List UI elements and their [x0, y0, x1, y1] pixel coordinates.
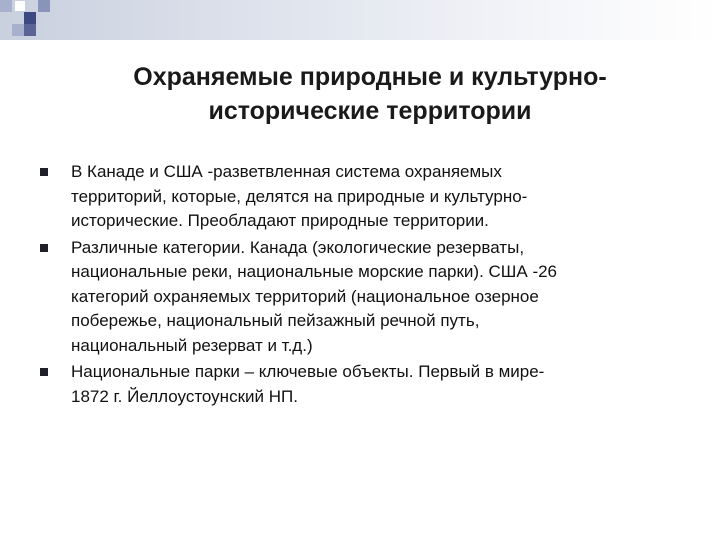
bullet-item-categories — [40, 236, 680, 359]
corner-square-dark-2 — [24, 24, 36, 36]
bullet-item-national-parks — [40, 360, 680, 409]
slide-title-line-1: Охраняемые природные и культурно- — [133, 63, 607, 91]
corner-square-light-2 — [12, 24, 24, 36]
bullet-line: категорий охраняемых территорий (национальное озерное — [71, 286, 539, 306]
slide-title — [60, 60, 680, 128]
header-gradient-band — [0, 0, 720, 40]
slide-title-line-2: исторические территории — [208, 97, 532, 125]
square-bullet-icon — [40, 368, 48, 376]
bullet-line: В Канаде и США -разветвленная система охраняемых — [71, 162, 502, 181]
corner-square-mid — [38, 0, 50, 12]
bullet-line: национальные реки, национальные морские парки). США -26 — [71, 262, 558, 281]
bullet-line: национальный резерват и т.д.) — [71, 335, 313, 355]
corner-square-white — [14, 0, 26, 12]
bullet-item-canada-usa-system — [40, 160, 680, 234]
bullet-line: Национальные парки – ключевые объекты. Первый в мире- — [71, 362, 545, 381]
bullet-line: исторические. Преобладают природные территории. — [71, 211, 489, 230]
corner-square-light — [0, 0, 12, 12]
square-bullet-icon — [40, 168, 48, 176]
bullet-line: территорий, которые, делятся на природные и культурно- — [71, 186, 528, 206]
bullet-line: Различные категории. Канада (экологические резерваты, — [71, 237, 525, 257]
bullet-line: 1872 г. Йеллоустоунский НП. — [71, 386, 298, 406]
bullet-line: побережье, национальный пейзажный речной путь, — [71, 311, 480, 330]
corner-square-dark — [24, 12, 36, 24]
bullet-list — [40, 160, 680, 411]
square-bullet-icon — [40, 244, 48, 252]
